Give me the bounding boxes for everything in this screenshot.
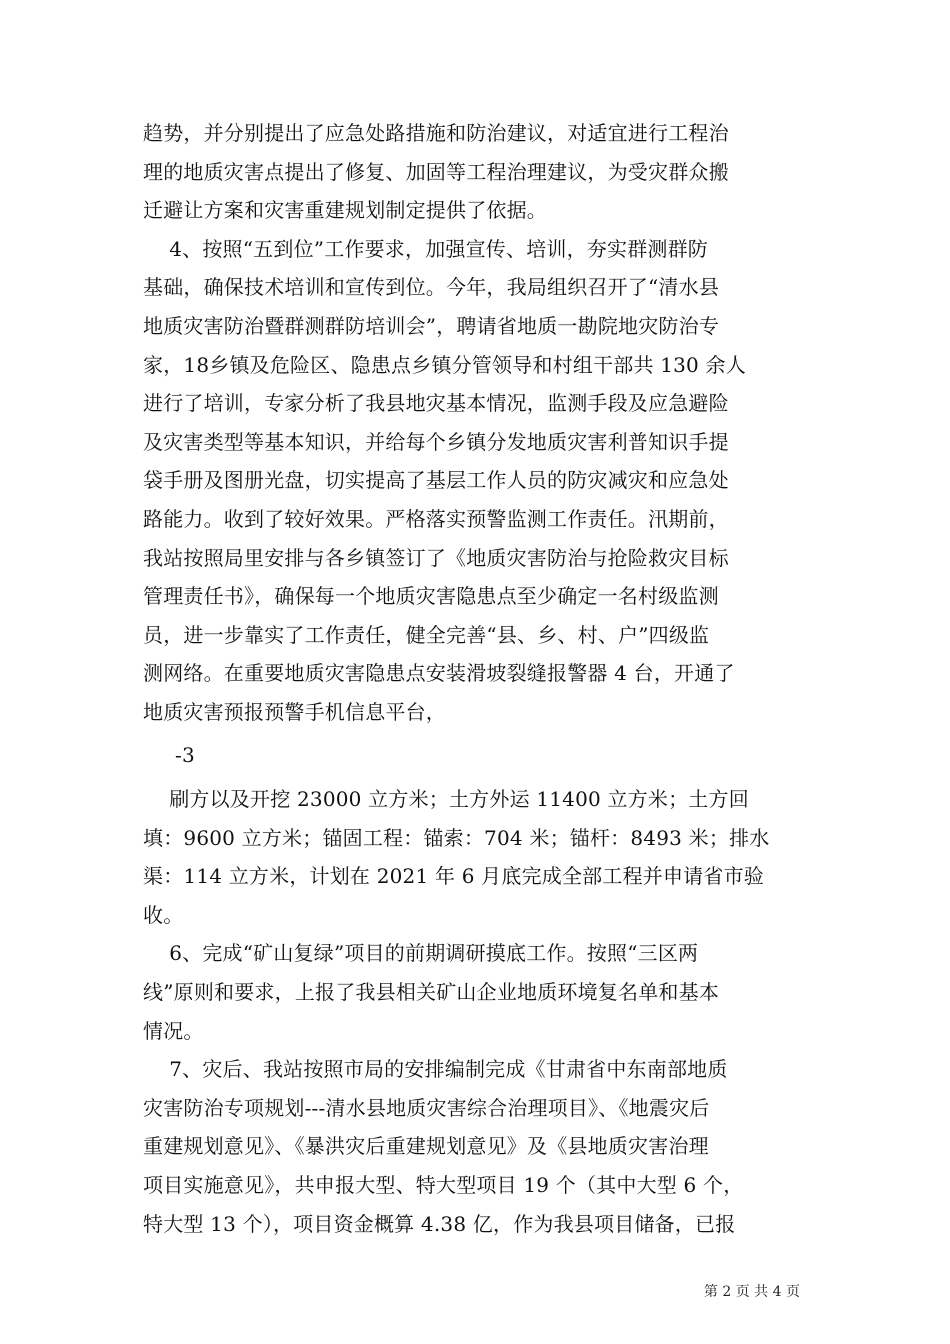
page-marker: -3 — [175, 742, 195, 767]
text-line: 地质灾害预报预警手机信息平台， — [143, 699, 446, 724]
text-line: 灾害防治专项规划---清水县地质灾害综合治理项目》、《地震灾后 — [143, 1095, 710, 1120]
text-line: 路能力。收到了较好效果。严格落实预警监测工作责任。汛期前， — [143, 506, 729, 531]
text-line: 测网络。在重要地质灾害隐患点安装滑坡裂缝报警器 4 台，开通了 — [143, 661, 735, 686]
text-line: 理的地质灾害点提出了修复、加固等工程治理建议，为受灾群众搬 — [143, 159, 729, 184]
body-text — [143, 114, 809, 1243]
text-line: 刷方以及开挖 23000 立方米；土方外运 11400 立方米；土方回 — [143, 787, 749, 812]
text-line: 迁避让方案和灾害重建规划制定提供了依据。 — [143, 198, 547, 223]
text-line: 7、灾后、我站按照市局的安排编制完成《甘肃省中东南部地质 — [143, 1057, 728, 1082]
text-line: 我站按照局里安排与各乡镇签订了《地质灾害防治与抢险救灾目标 — [143, 545, 729, 570]
text-line: 基础，确保技术培训和宣传到位。今年，我局组织召开了“清水县 — [143, 275, 720, 300]
text-line: 趋势，并分别提出了应急处路措施和防治建议，对适宜进行工程治 — [143, 121, 729, 145]
text-line: 重建规划意见》、《暴洪灾后重建规划意见》及《县地质灾害治理 — [143, 1134, 709, 1159]
text-line: 6、完成“矿山复绿”项目的前期调研摸底工作。按照“三区两 — [143, 941, 699, 966]
text-line: 4、按照“五到位”工作要求，加强宣传、培训，夯实群测群防 — [143, 236, 709, 261]
text-line: 员，进一步靠实了工作责任，健全完善“县、乡、村、户”四级监 — [143, 622, 710, 647]
text-line: 地质灾害防治暨群测群防培训会”，聘请省地质一勘院地灾防治专 — [143, 313, 720, 338]
page-footer: 第 2 页 共 4 页 — [703, 1284, 800, 1300]
text-line: 管理责任书》，确保每一个地质灾害隐患点至少确定一名村级监测 — [143, 584, 719, 609]
text-line: 进行了培训，专家分析了我县地灾基本情况，监测手段及应急避险 — [143, 391, 729, 416]
text-line: 渠：114 立方米，计划在 2021 年 6 月底完成全部工程并申请省市验 — [143, 864, 764, 889]
text-line: 情况。 — [143, 1018, 204, 1043]
text-line: 收。 — [143, 902, 184, 927]
text-line: 家，18乡镇及危险区、隐患点乡镇分管领导和村组干部共 130 余人 — [143, 352, 746, 377]
text-line: 项目实施意见》，共申报大型、特大型项目 19 个（其中大型 6 个， — [143, 1173, 744, 1198]
text-line: 填：9600 立方米；锚固工程：锚索：704 米；锚杆：8493 米；排水 — [143, 825, 770, 850]
text-line: 线”原则和要求，上报了我县相关矿山企业地质环境复名单和基本 — [143, 980, 720, 1005]
text-line: 及灾害类型等基本知识，并给每个乡镇分发地质灾害利普知识手提 — [143, 429, 729, 454]
text-line: 特大型 13 个），项目资金概算 4.38 亿，作为我县项目储备，已报 — [143, 1211, 736, 1236]
text-line: 袋手册及图册光盘，切实提高了基层工作人员的防灾减灾和应急处 — [143, 468, 729, 493]
